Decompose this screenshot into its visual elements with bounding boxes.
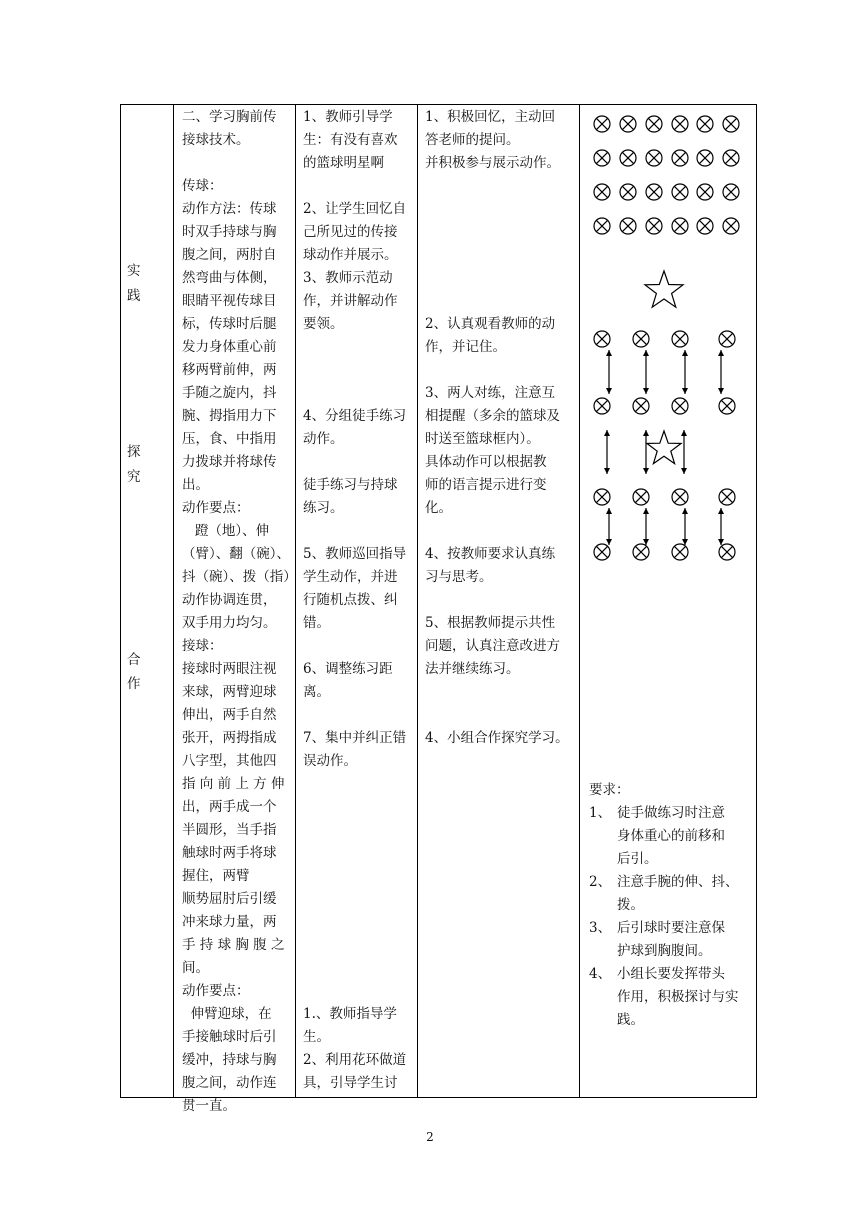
- technique-text-line: 时双手持球与胸: [182, 224, 277, 240]
- teacher-text-line: 错。: [303, 615, 330, 631]
- technique-text-line: 动作协调连贯，: [182, 592, 277, 608]
- technique-text-line: 出。: [182, 477, 209, 493]
- teacher-text-line: 作，并讲解动作: [303, 293, 398, 309]
- student-text-line: 相提醒（多余的篮球及: [425, 408, 560, 424]
- player-marker: [646, 218, 662, 234]
- teacher-text-line: 己所见过的传接: [303, 224, 398, 240]
- requirement-text-line: 注意手腕的伸、抖、: [617, 874, 739, 890]
- pass-arrow: [606, 350, 612, 394]
- technique-text-line: 手 持 球 胸 腹 之: [182, 937, 285, 953]
- technique-text-line: （臂）、翻（碗）、: [182, 546, 290, 562]
- player-marker: [719, 398, 735, 414]
- teacher-text-line: [303, 382, 415, 405]
- requirement-item: [589, 963, 759, 1032]
- teacher-text-line: [303, 520, 415, 543]
- player-marker: [646, 150, 662, 166]
- teacher-text-line: [303, 957, 415, 980]
- technique-text-line: 张开，两拇指成: [182, 730, 277, 746]
- teacher-text-line: 要领。: [303, 316, 344, 332]
- student-text-line: 师的语言提示进行变: [425, 477, 547, 493]
- student-text-line: 化。: [425, 500, 452, 516]
- student-text-line: [425, 589, 577, 612]
- player-marker: [723, 218, 739, 234]
- student-text-line: [425, 244, 577, 267]
- player-marker: [723, 184, 739, 200]
- teacher-text-line: 2、让学生回忆自: [303, 201, 407, 217]
- player-marker: [594, 489, 610, 505]
- pass-arrow: [643, 430, 649, 474]
- player-marker: [672, 331, 688, 347]
- player-marker: [633, 331, 649, 347]
- technique-text-line: 接球时两眼注视: [182, 661, 277, 677]
- player-marker: [719, 489, 735, 505]
- requirement-item: [589, 917, 759, 963]
- player-marker: [672, 218, 688, 234]
- requirement-text-line: 后引球时要注意保: [617, 920, 725, 936]
- player-marker: [594, 150, 610, 166]
- page-number: 2: [426, 1130, 434, 1144]
- teacher-text-line: 7、集中并纠正错: [303, 730, 407, 746]
- technique-text-line: 贯一直。: [182, 1098, 236, 1114]
- pass-arrow: [606, 508, 612, 545]
- teacher-activity-column: [303, 106, 415, 1095]
- player-marker: [594, 544, 610, 560]
- teacher-text-line: [303, 359, 415, 382]
- requirements-block: [589, 779, 759, 1032]
- technique-text-line: 握住，两臂: [182, 868, 250, 884]
- column-divider: [295, 104, 296, 1098]
- requirement-number: 2、: [589, 874, 612, 890]
- teacher-text-line: 徒手练习与持球: [303, 477, 398, 493]
- student-text-line: [425, 267, 577, 290]
- player-marker: [672, 184, 688, 200]
- player-marker: [697, 150, 713, 166]
- pass-arrow: [718, 350, 724, 394]
- technique-text-line: 双手用力均匀。: [182, 615, 277, 631]
- teacher-text-line: 的篮球明星啊: [303, 155, 384, 171]
- technique-text-line: 移两臂前伸，两: [182, 362, 277, 378]
- player-marker: [633, 489, 649, 505]
- technique-text-line: 腕、拇指用力下: [182, 408, 277, 424]
- technique-text-line: 来球，两臂迎球: [182, 684, 277, 700]
- student-text-line: [425, 175, 577, 198]
- requirement-text-line: 徒手做练习时注意: [617, 805, 725, 821]
- player-marker: [633, 398, 649, 414]
- student-text-line: 作，并记住。: [425, 339, 506, 355]
- student-text-line: 问题，认真注意改进方: [425, 638, 560, 654]
- side-label: 践: [127, 288, 141, 304]
- technique-text-line: 半圆形，当手指: [182, 822, 277, 838]
- teacher-text-line: 误动作。: [303, 753, 357, 769]
- technique-text-line: 蹬（地）、伸: [182, 523, 270, 539]
- player-marker: [594, 398, 610, 414]
- student-text-line: 具体动作可以根据教: [425, 454, 547, 470]
- teacher-text-line: [303, 336, 415, 359]
- column-divider: [173, 104, 174, 1098]
- pass-arrow: [682, 350, 688, 394]
- technique-text-line: 缓冲，持球与胸: [182, 1052, 277, 1068]
- teacher-text-line: 动作。: [303, 431, 344, 447]
- player-marker: [620, 184, 636, 200]
- teacher-text-line: [303, 980, 415, 1003]
- technique-text-line: 腹之间，两肘自: [182, 247, 277, 263]
- student-text-line: 法并继续练习。: [425, 661, 520, 677]
- player-marker: [594, 116, 610, 132]
- player-marker: [697, 184, 713, 200]
- pass-arrow: [643, 350, 649, 394]
- player-marker: [672, 489, 688, 505]
- student-text-line: [425, 359, 577, 382]
- teacher-text-line: 球动作并展示。: [303, 247, 398, 263]
- technique-text-line: 八字型，其他四: [182, 753, 277, 769]
- side-label: 探: [127, 444, 141, 460]
- technique-text-line: 伸出，两手自然: [182, 707, 277, 723]
- teacher-star: [647, 431, 681, 464]
- student-text-line: [425, 520, 577, 543]
- technique-text-line: 发力身体重心前: [182, 339, 277, 355]
- student-text-line: 4、小组合作探究学习。: [425, 730, 569, 746]
- student-text-line: 4、按教师要求认真练: [425, 546, 556, 562]
- technique-text-line: 二、学习胸前传: [182, 109, 277, 125]
- student-text-line: [425, 681, 577, 704]
- requirement-text-line: 后引。: [617, 851, 658, 867]
- technique-text-line: 伸臂迎球，在: [182, 1006, 272, 1022]
- side-label: 作: [127, 676, 141, 692]
- student-text-line: 3、两人对练，注意互: [425, 385, 556, 401]
- technique-text-line: 标，传球时后腿: [182, 316, 277, 332]
- technique-text-line: 动作方法：传球: [182, 201, 277, 217]
- player-marker: [723, 150, 739, 166]
- player-marker: [672, 398, 688, 414]
- technique-text-line: 触球时两手将球: [182, 845, 277, 861]
- teacher-text-line: 学生动作，并进: [303, 569, 398, 585]
- student-text-line: [425, 221, 577, 244]
- player-marker: [594, 331, 610, 347]
- teacher-text-line: 练习。: [303, 500, 344, 516]
- teacher-text-line: 6、调整练习距: [303, 661, 393, 677]
- student-text-line: 习与思考。: [425, 569, 493, 585]
- teacher-star: [645, 271, 683, 307]
- teacher-text-line: [303, 888, 415, 911]
- requirement-text-line: 身体重心的前移和: [617, 828, 725, 844]
- teacher-text-line: [303, 635, 415, 658]
- requirement-item: [589, 802, 759, 871]
- player-marker: [672, 544, 688, 560]
- technique-text-line: 冲来球力量，两: [182, 914, 277, 930]
- teacher-text-line: [303, 865, 415, 888]
- technique-text-line: 手接触球时后引: [182, 1029, 277, 1045]
- technique-text-line: 然弯曲与体侧，: [182, 270, 277, 286]
- teacher-text-line: 生。: [303, 1029, 330, 1045]
- pass-arrow: [718, 508, 724, 545]
- player-marker: [672, 116, 688, 132]
- requirement-number: 1、: [589, 805, 612, 821]
- student-text-line: [425, 290, 577, 313]
- requirement-text-line: 作用，积极探讨与实: [617, 989, 739, 1005]
- player-marker: [594, 184, 610, 200]
- student-activity-column: [425, 106, 577, 750]
- player-marker: [646, 116, 662, 132]
- teacher-text-line: 5、教师巡回指导: [303, 546, 407, 562]
- player-marker: [723, 116, 739, 132]
- requirement-text-line: 护球到胸腹间。: [617, 943, 712, 959]
- requirement-text-line: 小组长要发挥带头: [617, 966, 725, 982]
- player-marker: [719, 544, 735, 560]
- student-text-line: 1、积极回忆，主动回: [425, 109, 556, 125]
- teacher-text-line: [303, 934, 415, 957]
- teacher-text-line: [303, 704, 415, 727]
- player-marker: [672, 150, 688, 166]
- student-text-line: [425, 704, 577, 727]
- technique-text-line: 腹之间，动作连: [182, 1075, 277, 1091]
- teacher-text-line: [303, 773, 415, 796]
- technique-text-line: [182, 152, 292, 175]
- teacher-text-line: 4、分组徒手练习: [303, 408, 407, 424]
- technique-text-line: 传球：: [182, 178, 223, 194]
- teacher-text-line: [303, 451, 415, 474]
- technique-text-line: 顺势屈肘后引缓: [182, 891, 277, 907]
- student-text-line: 时送至篮球框内）。: [425, 431, 540, 447]
- technique-column: [182, 106, 297, 1118]
- requirement-text-line: 践。: [617, 1012, 644, 1028]
- student-text-line: [425, 198, 577, 221]
- pass-arrow: [643, 508, 649, 545]
- player-marker: [620, 150, 636, 166]
- technique-text-line: 眼睛平视传球目: [182, 293, 277, 309]
- pass-arrow: [681, 430, 687, 474]
- student-text-line: 并积极参与展示动作。: [425, 155, 560, 171]
- teacher-text-line: 离。: [303, 684, 330, 700]
- formation-diagram: [580, 104, 757, 574]
- teacher-text-line: [303, 796, 415, 819]
- technique-text-line: 压，食、中指用: [182, 431, 277, 447]
- technique-text-line: 手随之旋内，抖: [182, 385, 277, 401]
- teacher-text-line: 3、教师示范动: [303, 270, 393, 286]
- player-marker: [594, 218, 610, 234]
- technique-text-line: 接球技术。: [182, 132, 250, 148]
- teacher-text-line: [303, 842, 415, 865]
- teacher-text-line: 生：有没有喜欢: [303, 132, 398, 148]
- player-marker: [620, 218, 636, 234]
- technique-text-line: 力拨球并将球传: [182, 454, 277, 470]
- column-divider: [417, 104, 418, 1098]
- teacher-text-line: 2、利用花环做道: [303, 1052, 407, 1068]
- player-marker: [633, 544, 649, 560]
- teacher-text-line: [303, 911, 415, 934]
- teacher-text-line: [303, 819, 415, 842]
- side-label: 究: [127, 469, 141, 485]
- pass-arrow: [604, 430, 610, 474]
- student-text-line: 5、根据教师提示共性: [425, 615, 556, 631]
- requirement-number: 3、: [589, 920, 612, 936]
- teacher-text-line: 具，引导学生讨: [303, 1075, 398, 1091]
- requirement-item: [589, 871, 759, 917]
- teacher-text-line: 1、教师引导学: [303, 109, 393, 125]
- student-text-line: 答老师的提问。: [425, 132, 520, 148]
- technique-text-line: 动作要点：: [182, 983, 250, 999]
- player-marker: [646, 184, 662, 200]
- teacher-text-line: 行随机点拨、纠: [303, 592, 398, 608]
- requirements-title: 要求：: [589, 782, 630, 798]
- pass-arrow: [682, 508, 688, 545]
- player-marker: [719, 331, 735, 347]
- player-marker: [697, 116, 713, 132]
- technique-text-line: 动作要点：: [182, 500, 250, 516]
- side-label: 实: [127, 263, 141, 279]
- technique-text-line: 接球：: [182, 638, 223, 654]
- player-marker: [620, 116, 636, 132]
- technique-text-line: 间。: [182, 960, 209, 976]
- side-label: 合: [127, 652, 141, 668]
- technique-text-line: 抖（碗）、拨（指）: [182, 569, 297, 585]
- requirement-text-line: 拨。: [617, 897, 644, 913]
- teacher-text-line: [303, 175, 415, 198]
- student-text-line: 2、认真观看教师的动: [425, 316, 556, 332]
- teacher-text-line: 1.、教师指导学: [303, 1006, 397, 1022]
- requirement-number: 4、: [589, 966, 612, 982]
- technique-text-line: 出，两手成一个: [182, 799, 277, 815]
- technique-text-line: 指 向 前 上 方 伸: [182, 776, 285, 792]
- player-marker: [697, 218, 713, 234]
